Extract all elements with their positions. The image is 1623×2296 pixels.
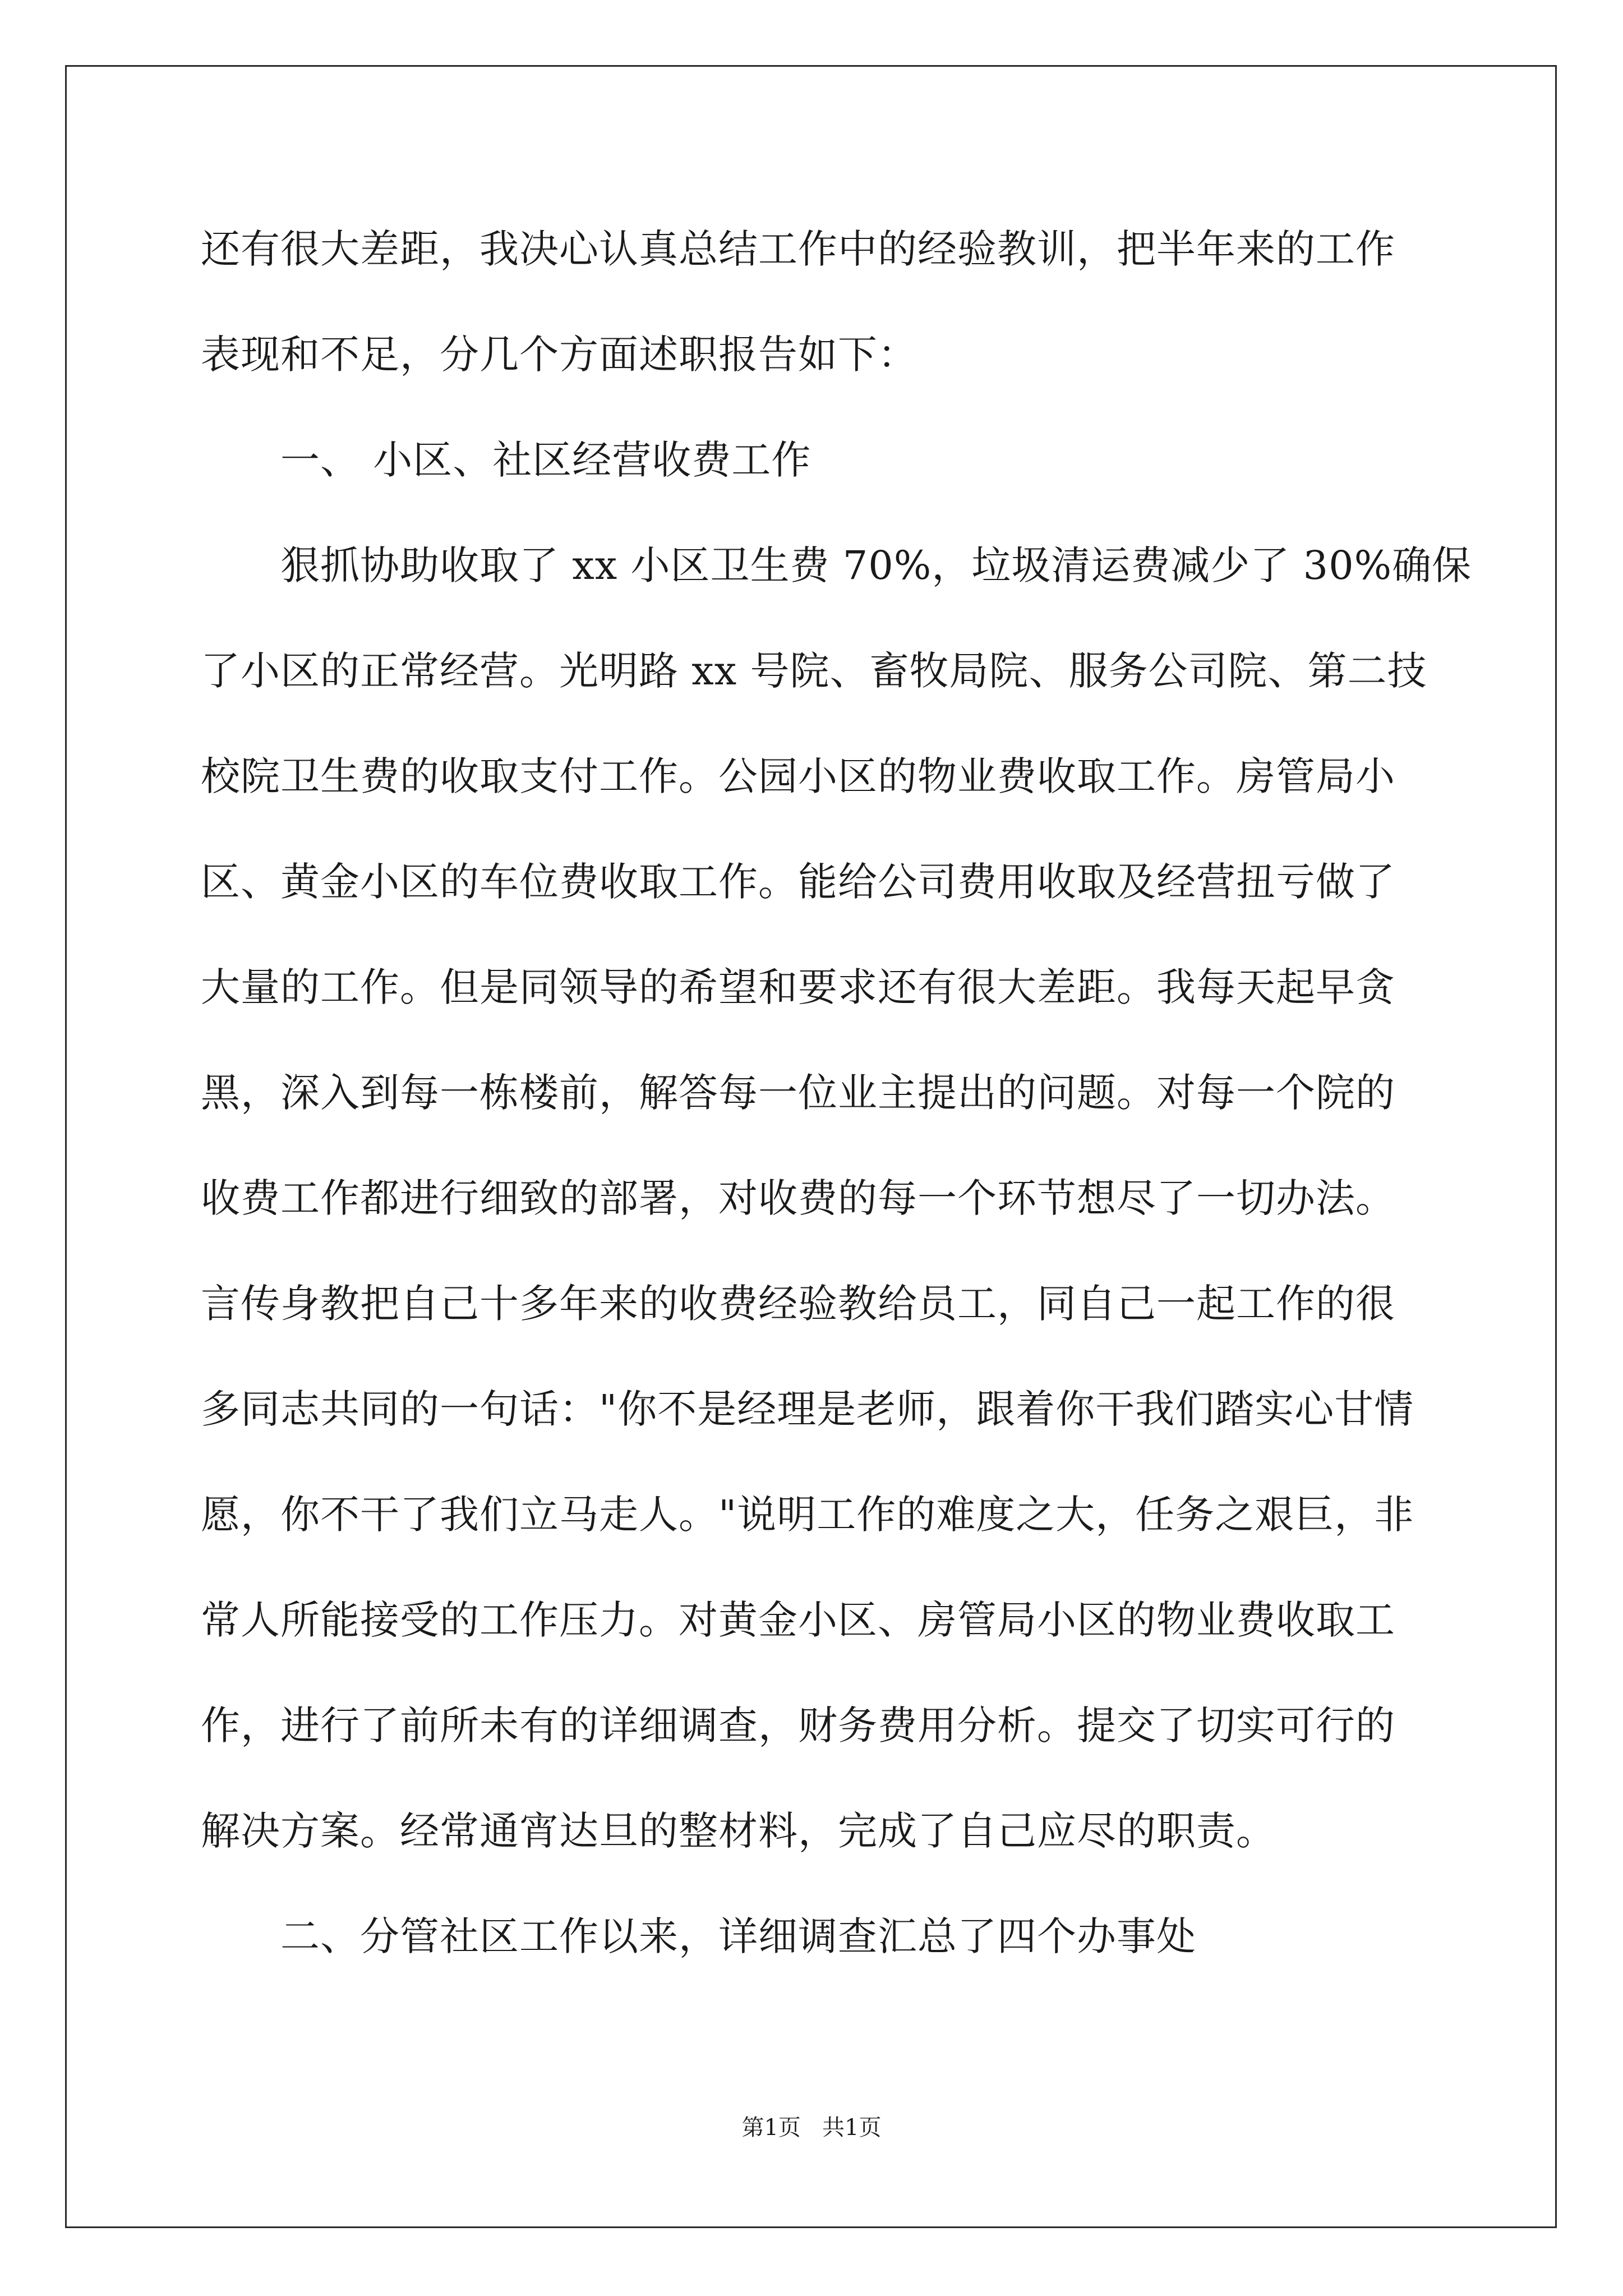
paragraph-continuation-line-1: 还有很大差距，我决心认真总结工作中的经验教训，把半年来的工作 xyxy=(201,226,1395,272)
body-line: 区、黄金小区的车位费收取工作。能给公司费用收取及经营扭亏做了 xyxy=(201,859,1395,905)
body-line: 常人所能接受的工作压力。对黄金小区、房管局小区的物业费收取工 xyxy=(201,1597,1395,1643)
body-line: 收费工作都进行细致的部署，对收费的每一个环节想尽了一切办法。 xyxy=(201,1175,1395,1221)
body-line: 狠抓协助收取了 xx 小区卫生费 70%，垃圾清运费减少了 30%确保 xyxy=(280,542,1472,588)
body-line: 作，进行了前所未有的详细调查，财务费用分析。提交了切实可行的 xyxy=(201,1703,1395,1749)
section-heading-2: 二、分管社区工作以来，详细调查汇总了四个办事处 xyxy=(280,1913,1196,1959)
body-line: 言传身教把自己十多年来的收费经验教给员工，同自己一起工作的很 xyxy=(201,1281,1395,1327)
body-line: 愿，你不干了我们立马走人。"说明工作的难度之大，任务之艰巨，非 xyxy=(201,1492,1414,1538)
body-line: 黑，深入到每一栋楼前，解答每一位业主提出的问题。对每一个院的 xyxy=(201,1070,1395,1116)
section-heading-1: 一、 小区、社区经营收费工作 xyxy=(280,437,811,483)
body-line: 大量的工作。但是同领导的希望和要求还有很大差距。我每天起早贪 xyxy=(201,964,1395,1010)
body-line: 了小区的正常经营。光明路 xx 号院、畜牧局院、服务公司院、第二技 xyxy=(201,648,1427,694)
page-number-footer: 第1页 共1页 xyxy=(741,2115,882,2141)
paragraph-continuation-line-2: 表现和不足，分几个方面述职报告如下： xyxy=(201,332,917,378)
body-line: 解决方案。经常通宵达旦的整材料，完成了自己应尽的职责。 xyxy=(201,1808,1276,1854)
document-body xyxy=(201,215,1472,2008)
body-line: 校院卫生费的收取支付工作。公园小区的物业费收取工作。房管局小 xyxy=(201,753,1395,799)
body-line: 多同志共同的一句话："你不是经理是老师，跟着你干我们踏实心甘情 xyxy=(201,1386,1414,1432)
